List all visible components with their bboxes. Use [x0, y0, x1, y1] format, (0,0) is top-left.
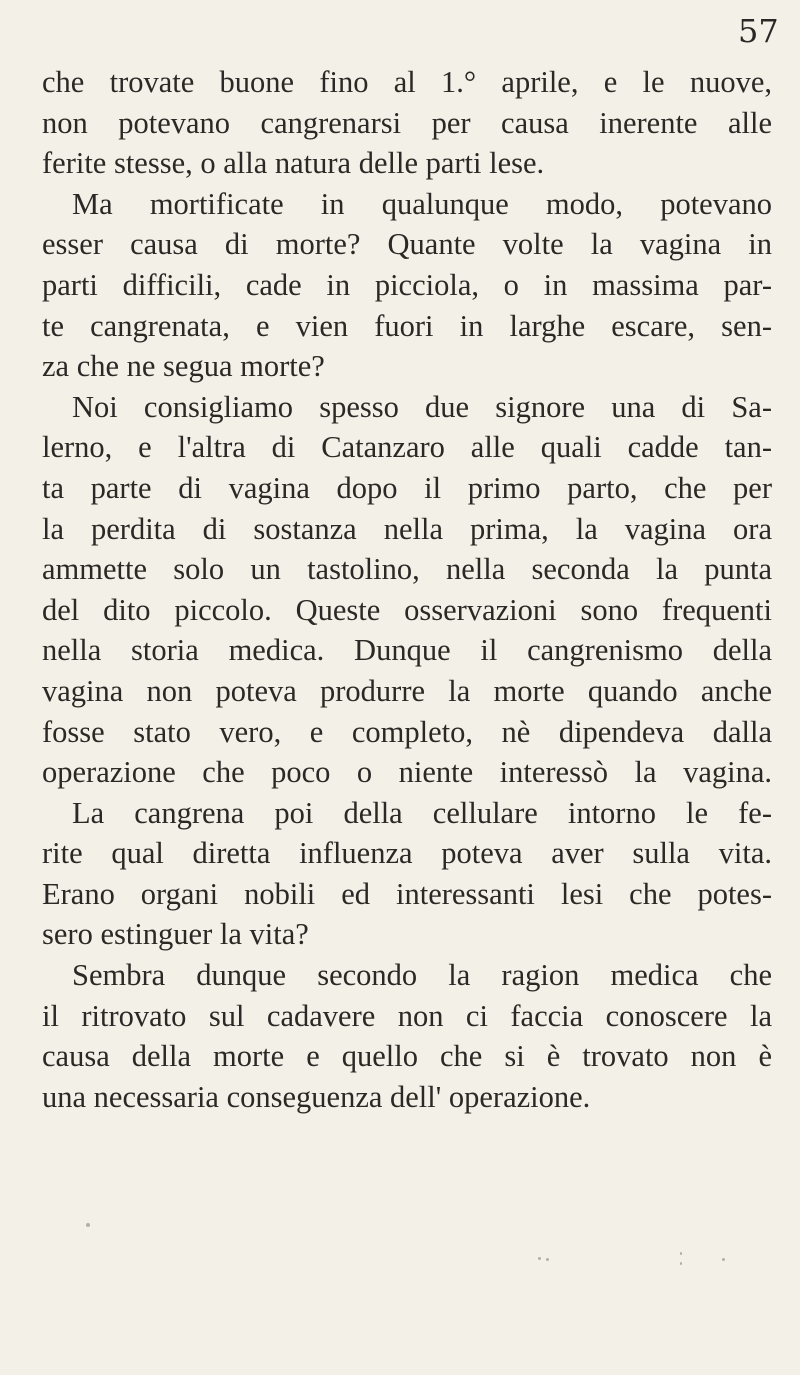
paper-speck [546, 1258, 549, 1261]
paper-speck [722, 1258, 725, 1261]
text-line: causa della morte e quello che si è trovato non è [42, 1039, 772, 1074]
text-line: rite qual diretta influenza poteva aver sulla vita. [42, 836, 772, 871]
text-line: ta parte di vagina dopo il primo parto, che per [42, 470, 772, 505]
text-line: il ritrovato sul cadavere non ci faccia conoscere la [42, 998, 772, 1033]
paper-speck [680, 1252, 682, 1255]
text-line: ammette solo un tastolino, nella seconda la punta [42, 552, 772, 587]
page-number: 57 [738, 12, 779, 50]
text-line: esser causa di morte? Quante volte la vagina in [42, 227, 772, 262]
paper-speck [86, 1223, 90, 1227]
text-line: nella storia medica. Dunque il cangrenismo della [42, 633, 772, 668]
text-line: ferite stesse, o alla natura delle parti lese. [42, 146, 545, 181]
text-line: Noi consigliamo spesso due signore una di Sa- [72, 389, 772, 424]
paper-speck [538, 1257, 541, 1260]
paper-speck [680, 1262, 682, 1265]
text-line: che trovate buone fino al 1.° aprile, e le nuove, [42, 65, 772, 99]
text-line: za che ne segua morte? [42, 349, 325, 384]
text-line: fosse stato vero, e completo, nè dipendeva dalla [42, 714, 772, 749]
text-line: La cangrena poi della cellulare intorno le fe- [72, 795, 772, 830]
text-line: vagina non poteva produrre la morte quando anche [42, 673, 772, 708]
text-line: la perdita di sostanza nella prima, la vagina ora [42, 511, 772, 546]
text-line: Erano organi nobili ed interessanti lesi che potes- [42, 876, 772, 911]
text-line: una necessaria conseguenza dell' operazione. [42, 1079, 591, 1114]
text-line: operazione che poco o niente interessò la vagina. [42, 755, 772, 790]
text-line: parti difficili, cade in picciola, o in massima par- [42, 267, 772, 302]
text-line: Ma mortificate in qualunque modo, potevano [72, 186, 772, 221]
text-line: del dito piccolo. Queste osservazioni sono frequenti [42, 592, 772, 627]
text-line: te cangrenata, e vien fuori in larghe escare, sen- [42, 308, 772, 343]
body-text [42, 62, 772, 1117]
text-line: sero estinguer la vita? [42, 917, 309, 952]
text-line: non potevano cangrenarsi per causa inerente alle [42, 105, 772, 140]
text-line: lerno, e l'altra di Catanzaro alle quali cadde tan- [42, 430, 772, 465]
text-line: Sembra dunque secondo la ragion medica che [72, 958, 772, 993]
